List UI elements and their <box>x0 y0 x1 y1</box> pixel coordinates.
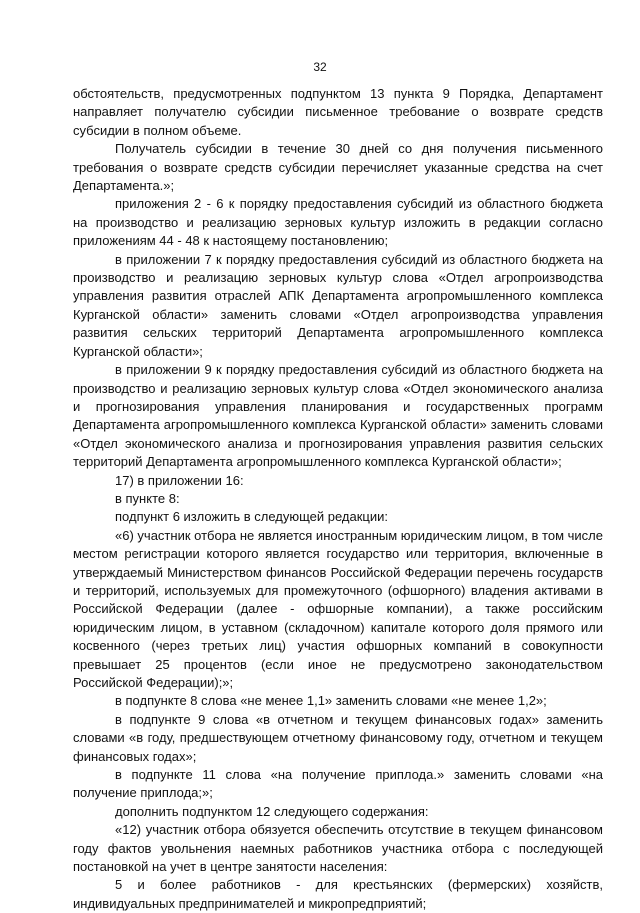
paragraph: 17) в приложении 16: <box>115 472 244 488</box>
paragraph: «12) участник отбора обязуется обеспечить отсутствие в текущем финансовом году фактов увольнения наемных работников участника отбора с последующей постановкой на учет в центре занятости населения: <box>73 822 603 875</box>
paragraph: приложения 2 - 6 к порядку предоставления субсидий из областного бюджета на производство и реализацию зерновых культур изложить в редакции согласно приложениям 44 - 48 к настоящему постановлению; <box>73 196 603 249</box>
paragraph: обстоятельств, предусмотренных подпунктом 13 пункта 9 Порядка, Департамент направляет получателю субсидии письменное требование о возврате средств субсидии в полном объеме. <box>73 86 603 138</box>
paragraph: дополнить подпунктом 12 следующего содержания: <box>115 803 429 819</box>
paragraph: подпункт 6 изложить в следующей редакции: <box>115 509 389 525</box>
page-number: 32 <box>313 60 327 74</box>
paragraph: в подпункте 9 слова «в отчетном и текущем финансовых годах» заменить словами «в году, предшествующем отчетному финансовому году, отчетном и текущем финансовых годах»; <box>73 711 603 764</box>
paragraph: «6) участник отбора не является иностранным юридическим лицом, в том числе местом регистрации которого является государство или территория, включенные в утверждаемый Министерством финансов Российской Федерации перечень государств и территорий, используемых для промежуточного (офшорного) владения активами в Российской Федерации (далее - офшорные компании), а также российским юридическим лицом, в уставном (складочном) капитале которого доля прямого или косвенного (через третьих лиц) участия офшорных компаний в совокупности превышает 25 процентов (если иное не предусмотрено законодательством Российской Федерации);»; <box>73 527 603 690</box>
paragraph: в подпункте 8 слова «не менее 1,1» заменить словами «не менее 1,2»; <box>115 693 547 709</box>
paragraph: в подпункте 11 слова «на получение приплода.» заменить словами «на получение приплода;»; <box>73 767 603 801</box>
document-body <box>73 85 603 913</box>
paragraph: Получатель субсидии в течение 30 дней со дня получения письменного требования о возврате средств субсидии перечисляет указанные средства на счет Департамента.»; <box>73 141 603 194</box>
paragraph: в приложении 9 к порядку предоставления субсидий из областного бюджета на производство и реализацию зерновых культур слова «Отдел экономического анализа и прогнозирования управления планирования и государственных программ Департамента агропромышленного комплекса Курганской области» заменить словами «Отдел экономического анализа и прогнозирования управления развития сельских территорий Департамента агропромышленного комплекса Курганской области»; <box>73 362 603 470</box>
paragraph: в приложении 7 к порядку предоставления субсидий из областного бюджета на производство и реализацию зерновых культур слова «Отдел агропроизводства управления развития отраслей АПК Департамента агропромышленного комплекса Курганской области» заменить словами «Отдел агропроизводства управления развития сельских территорий Департамента агропромышленного комплекса Курганской области»; <box>73 251 603 359</box>
paragraph: 5 и более работников - для крестьянских (фермерских) хозяйств, индивидуальных предпринимателей и микропредприятий; <box>73 877 603 911</box>
paragraph: в пункте 8: <box>115 490 180 506</box>
